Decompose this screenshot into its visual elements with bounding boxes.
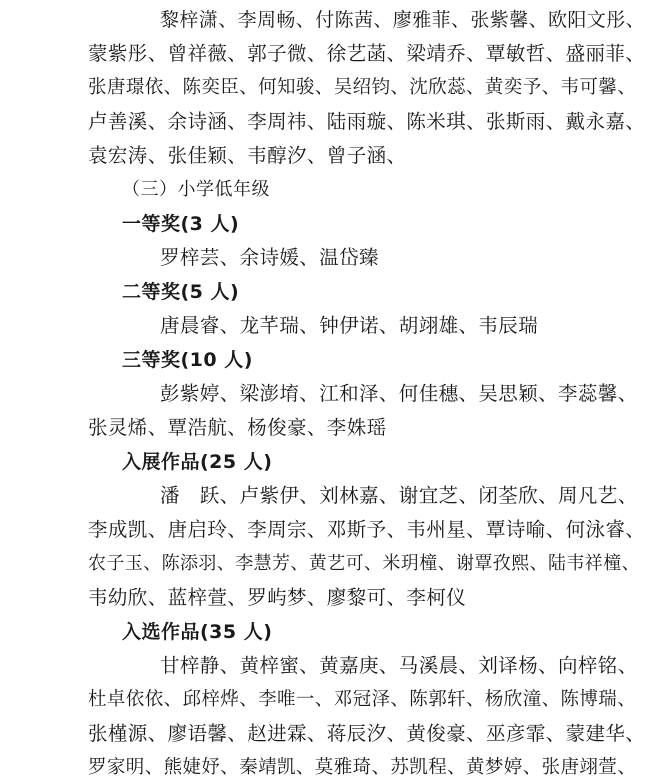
name-list-line: 甘梓静、黄梓蜜、黄嘉庚、马溪晨、刘译杨、向梓铭、	[160, 654, 638, 677]
selected-heading: 入选作品(35 人)	[122, 621, 273, 643]
name-list-line: 农子玉、陈添羽、李慧芳、黄艺可、米玥橦、谢覃孜熙、陆韦祥橦、	[88, 553, 640, 574]
name-list-line: 潘 跃、卢紫伊、刘林嘉、谢宜芝、闭荃欣、周凡艺、	[160, 484, 638, 507]
name-list-line: 张唐璟依、陈奕臣、何知骏、吴绍钧、沈欣蕊、黄奕予、韦可馨、	[88, 77, 637, 98]
name-list-line: 袁宏涛、张佳颖、韦醇汐、曾子涵、	[88, 144, 407, 167]
name-list-line: 彭紫婷、梁澎堉、江和泽、何佳穗、吴思颖、李蕊馨、	[160, 382, 638, 405]
name-list-line: 卢善溪、余诗涵、李周祎、陆雨璇、陈米琪、张斯雨、戴永嘉、	[88, 110, 646, 133]
name-list-line: 罗家明、熊婕妤、秦靖凯、莫雅琦、苏凯程、黄梦婷、张唐翊萱、	[88, 757, 637, 778]
name-list-line: 韦幼欣、蓝梓萱、罗屿梦、廖黎可、李柯仪	[88, 586, 467, 609]
name-list-line: 张槿源、廖语馨、赵进霖、蒋辰汐、黄俊豪、巫彦霏、蒙建华、	[88, 722, 646, 745]
name-list-line: 黎梓潇、李周畅、付陈茜、廖雅菲、张紫馨、欧阳文彤、	[160, 9, 646, 31]
second-prize-heading: 二等奖(5 人)	[122, 281, 240, 303]
third-prize-heading: 三等奖(10 人)	[122, 349, 253, 371]
section-title: （三）小学低年级	[122, 179, 270, 200]
name-list-line: 蒙紫彤、曾祥薇、郭子微、徐艺菡、梁靖乔、覃敏哲、盛丽菲、	[88, 42, 646, 65]
name-list-line: 杜卓依依、邱梓烨、李唯一、邓冠泽、陈郭轩、杨欣潼、陈博瑞、	[88, 689, 637, 710]
name-list-line: 罗梓芸、余诗媛、温岱臻	[160, 246, 379, 269]
name-list-line: 张灵烯、覃浩航、杨俊豪、李姝瑶	[88, 416, 387, 439]
name-list-line: 唐晨睿、龙芊瑞、钟伊诺、胡翊雄、韦辰瑞	[160, 314, 539, 337]
first-prize-heading: 一等奖(3 人)	[122, 213, 240, 235]
exhibition-heading: 入展作品(25 人)	[122, 451, 273, 473]
name-list-line: 李成凯、唐启玲、李周宗、邓斯予、韦州星、覃诗喻、何泳睿、	[88, 518, 646, 541]
